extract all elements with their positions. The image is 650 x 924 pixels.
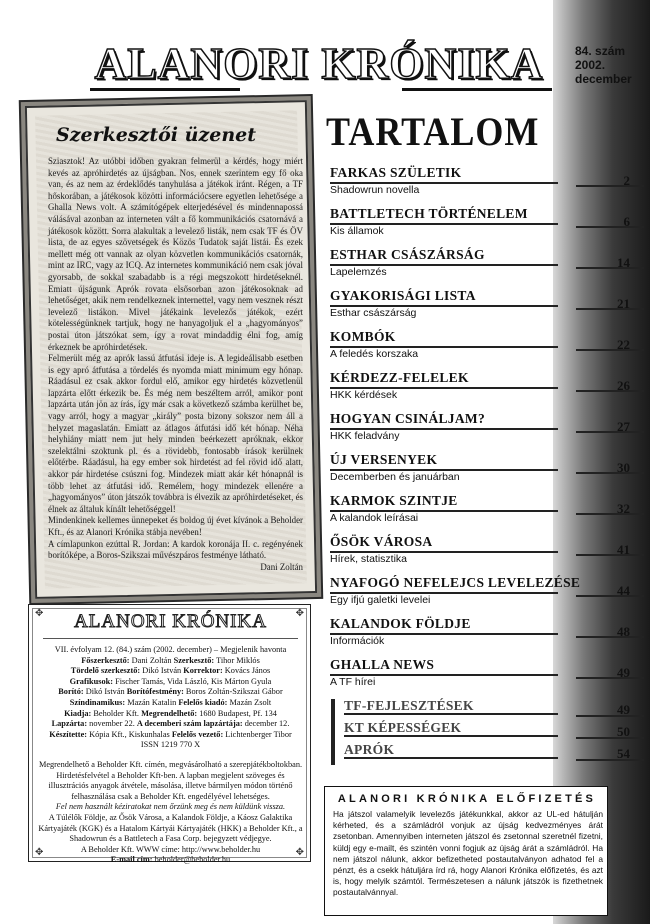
subscription-title: ALANORI KRÓNIKA ELŐFIZETÉS <box>337 793 597 805</box>
toc-heading: KARMOK SZINTJE <box>330 493 458 508</box>
credit-line <box>37 709 304 720</box>
toc-entry[interactable] <box>330 165 640 201</box>
editorial-title: Szerkesztői üzenet <box>56 124 257 146</box>
credit-line <box>37 656 304 667</box>
editorial-paragraph: Sziasztok! Az utóbbi időben gyakran felmerül a kérdés, hogy miért kevés az apróhirdetés az újságban. Nos, ennek szerintem egy fő oka van, és az nem az érdeklődés tanyhulása a játékok iránt. Régen, a TF hőskorában, a játékosok közötti információcsere egyetlen lehetősége a Ghalla News volt. A számítógépek elterjedésével és mindennapossá válásával azonban az interneten vált a fő kommunikációs csatornává a játékosok között. Sorra alakultak a levelező listák, nem csak TF és ÖV lista, de az egyes szövetségek és Közös Tudatok saját listái. És ezek mellett még ott vannak az olyan közvetlen kommunikációs csatornák, mint az IRC, vagy az ICQ. Az internetes kommunikáció nem csak jóval gyorsabb, de sokkal szabadabb is a régi megszokott hirdetéseknél. Emiatt újságunk Aprók rovata elsősorban azon játékosoknak ad lehetőséget, akik nem rendelkeznek internettel, vagy nem vesznek részt levelező listákon. Mivel játékaink levelezős játékok, ezért kötelességünknek tartjuk, hogy ne hanyagoljuk el a „hagyományos” postai úton játszókat sem, így a rovat mindaddig élni fog, amíg érkeznek be apróhirdetések. <box>48 156 303 352</box>
editorial-body <box>48 156 303 573</box>
credit-label: Főszerkesztő: <box>81 655 130 665</box>
toc-rule <box>344 713 558 715</box>
ornament-icon: ✥ <box>35 847 44 858</box>
toc-page-number: 44 <box>617 583 630 598</box>
toc-entry[interactable] <box>330 329 640 365</box>
toc-entry-compact[interactable] <box>330 698 640 720</box>
impressum-divider <box>43 638 298 639</box>
credit-label: A decemberi szám lapzártája: <box>136 719 243 729</box>
editorial-paragraph: Mindenkinek kellemes ünnepeket és boldog új évet kívánok a Beholder Kft., és az Alanori Krónika stábja nevében! <box>48 515 303 537</box>
impressum-para2: Fel nem használt kéziratokat nem őrzünk meg és nem küldünk vissza. <box>55 802 286 812</box>
credit-label: Grafikusok: <box>69 676 114 686</box>
ornament-icon: ✥ <box>295 847 304 858</box>
toc-heading: KALANDOK FÖLDJE <box>330 616 471 631</box>
impressum-volume: VII. évfolyam 12. (84.) szám (2002. december) – Megjelenik havonta <box>54 645 287 654</box>
ornament-icon: ✥ <box>35 608 44 619</box>
issue-month: december <box>575 72 632 86</box>
credit-value: Dani Zoltán <box>129 655 174 665</box>
toc-page-number: 48 <box>617 624 630 639</box>
credit-line <box>37 719 304 730</box>
toc-page-number: 41 <box>617 542 630 557</box>
credit-line <box>37 687 304 698</box>
credit-label: Korrektor: <box>183 666 223 676</box>
impressum-credits <box>37 656 304 741</box>
toc-entry[interactable] <box>330 616 640 652</box>
toc-subtitle: Esthar császárság <box>330 307 417 319</box>
toc-page-number: 27 <box>617 419 630 434</box>
toc-heading: GYAKORISÁGI LISTA <box>330 288 476 303</box>
contents-title: TARTALOM <box>326 109 540 154</box>
masthead-underline-right <box>402 88 552 91</box>
toc-page-number: 49 <box>617 702 630 717</box>
credit-label: Borítófestmény: <box>126 687 184 697</box>
toc-heading: NYAFOGÓ NEFELEJCS LEVELEZÉSE <box>330 575 581 590</box>
masthead <box>84 38 554 100</box>
masthead-title: ALANORI KRÓNIKA <box>94 39 544 88</box>
toc-page-number: 54 <box>617 746 630 761</box>
toc-entry[interactable] <box>330 452 640 488</box>
masthead-underline-left <box>90 88 240 91</box>
impressum-www[interactable]: A Beholder Kft. WWW címe: http://www.beholder.hu <box>80 844 261 854</box>
toc-page-number: 49 <box>617 665 630 680</box>
credit-label: Kiadja: <box>64 708 92 718</box>
credit-value: Lichtenberger Tibor <box>223 729 292 739</box>
issue-info <box>575 44 645 86</box>
credit-value: Mazán Katalin <box>125 697 179 707</box>
compact-section-bar <box>331 699 335 765</box>
toc-heading: ESTHAR CSÁSZÁRSÁG <box>330 247 485 262</box>
editorial-paragraph: A címlapunkon ezúttal R. Jordan: A kardok koronája II. c. regényének borítóképe, a Boros-Szikszai művészpáros festménye látható. <box>48 538 303 561</box>
credit-value: Tihor Miklós <box>214 655 260 665</box>
credit-label: Tördelő szerkesztő: <box>70 666 141 676</box>
toc-page-number: 32 <box>617 501 630 516</box>
email-link[interactable]: beholder@beholder.hu <box>152 855 231 865</box>
toc-entry[interactable] <box>330 411 640 447</box>
toc-entry-compact[interactable] <box>330 720 640 742</box>
toc-heading: KT KÉPESSÉGEK <box>344 720 462 735</box>
toc-entry[interactable] <box>330 206 640 242</box>
toc-subtitle: HKK kérdések <box>330 389 398 401</box>
issue-number: 84. szám <box>575 44 626 58</box>
toc-page-number: 2 <box>623 173 630 188</box>
credit-value: Kópia Kft., Kiskunhalas <box>87 729 172 739</box>
toc-page-number: 14 <box>617 255 630 270</box>
credit-label: Megrendelhető: <box>141 708 198 718</box>
toc-subtitle: A kalandok leírásai <box>330 512 419 524</box>
issue-year: 2002. <box>575 58 606 72</box>
toc-heading: TF-FEJLESZTÉSEK <box>344 698 474 713</box>
credit-label: Borító: <box>58 687 84 697</box>
toc-rule <box>344 757 558 759</box>
credit-line <box>37 666 304 677</box>
email-label: E-mail cím: <box>110 855 153 865</box>
toc-page-number: 22 <box>617 337 630 352</box>
ornament-icon: ✥ <box>295 608 304 619</box>
editorial <box>36 112 306 572</box>
toc-heading: KÉRDEZZ-FELELEK <box>330 370 469 385</box>
toc-subtitle: Shadowrun novella <box>330 184 420 196</box>
toc-subtitle: Hírek, statisztika <box>330 553 408 565</box>
toc-entry[interactable] <box>330 534 640 570</box>
toc-subtitle: Információk <box>330 635 385 647</box>
toc-entry-compact[interactable] <box>330 742 640 764</box>
credit-value: Boros Zoltán-Szikszai Gábor <box>183 687 283 697</box>
toc-heading: APRÓK <box>344 742 395 757</box>
impressum-issn: ISSN 1219 770 X <box>140 740 201 750</box>
toc-entry[interactable] <box>330 247 640 283</box>
credit-label: Készítette: <box>49 729 88 739</box>
credit-value: Dikó István <box>140 666 184 676</box>
impressum-logo: ALANORI KRÓNIKA <box>74 611 267 632</box>
toc-page-number: 26 <box>617 378 630 393</box>
credit-value: november 22. <box>87 719 137 729</box>
toc-entry[interactable] <box>330 288 640 324</box>
toc-subtitle: HKK feladvány <box>330 430 400 442</box>
credit-label: Felelős vezető: <box>171 729 224 739</box>
toc-subtitle: Lapelemzés <box>330 266 387 278</box>
impressum-para3: A Túlélők Földje, az Ősök Városa, a Kalandok Földje, a Káosz Galaktika Kártyajáték (KGK) és a Hatalom Kártyái Kártyajáték (HKK) a Beholder Kft., a Shadowrun és a Battletech a Fasa Corp. bejegyzett védjegye. <box>38 812 303 844</box>
credit-value: Fischer Tamás, Vida László, Kis Márton Gyula <box>113 676 272 686</box>
toc-heading: ŐSÖK VÁROSA <box>330 534 433 549</box>
toc-page-number: 50 <box>617 724 630 739</box>
credit-line <box>37 730 304 741</box>
toc-subtitle: Decemberben és januárban <box>330 471 460 483</box>
editorial-signature: Dani Zoltán <box>260 561 303 572</box>
toc-heading: GHALLA NEWS <box>330 657 435 672</box>
toc-entry[interactable] <box>330 370 640 406</box>
toc-heading: ÚJ VERSENYEK <box>330 452 438 467</box>
credit-label: Szerkesztő: <box>173 655 215 665</box>
toc-heading: HOGYAN CSINÁLJAM? <box>330 411 485 426</box>
toc-entry[interactable] <box>330 657 640 693</box>
toc-subtitle: A feledés korszaka <box>330 348 419 360</box>
toc-heading: KOMBÓK <box>330 329 396 344</box>
impressum-email <box>37 855 304 866</box>
toc-page-number: 6 <box>623 214 630 229</box>
impressum-para1: Megrendelhető a Beholder Kft. címén, megvásárolható a szerepjátékboltokban. Hirdetésfelvétel a Beholder Kft-ben. A lapban megjelent szöveges és illusztrációs anyagok átvétele, másolása, illetve bármilyen módon történő felhasználása csak a Beholder Kft. engedélyével lehetséges. <box>38 759 303 801</box>
impressum-box <box>28 604 311 865</box>
credit-label: Színdinamikus: <box>69 697 126 707</box>
subscription-box <box>324 786 608 916</box>
toc-entry[interactable] <box>330 493 640 529</box>
toc-page-number: 30 <box>617 460 630 475</box>
credit-label: Lapzárta: <box>51 719 88 729</box>
credit-line <box>37 698 304 709</box>
credit-label: Felelős kiadó: <box>178 697 228 707</box>
toc-subtitle: Kis államok <box>330 225 384 237</box>
impressum-body <box>37 645 304 866</box>
toc-subtitle: Egy ifjú galetki levelei <box>330 594 431 606</box>
credit-value: Beholder Kft. <box>91 708 142 718</box>
credit-value: Kovács János <box>222 666 271 676</box>
credit-value: Dikó István <box>83 687 127 697</box>
credit-value: december 12. <box>242 719 290 729</box>
toc-heading: BATTLETECH TÖRTÉNELEM <box>330 206 528 221</box>
toc-rule <box>344 735 558 737</box>
toc-page-number: 21 <box>617 296 630 311</box>
toc-entry[interactable] <box>330 575 640 611</box>
credit-line <box>37 677 304 688</box>
credit-value: Mazán Zsolt <box>227 697 272 707</box>
toc-heading: FARKAS SZÜLETIK <box>330 165 462 180</box>
toc-subtitle: A TF hírei <box>330 676 376 688</box>
editorial-paragraph: Felmerült még az aprók lassú átfutási ideje is. A legideálisabb esetben is egy apró átfutása a tördelés és nyomda miatt minimum egy hónap. Ráadásul ez csak akkor fordul elő, amikor egy hirdetés közvetlenül lapzárta előtt érkezik be. És még nem beszéltem arról, amikor pont lapzárta után jön az írás, így már csak a következő számba kerülhet be, vagy arról, hogy a magyar „király” posta bizony sokszor nem áll a helyzet magaslatán. Emiatt az átlagos átfutási idő két hónap. Néha helyhiány miatt nem jut hely minden beérkezett apróknak, ekkor szelektálni szoktunk pl. és a rövidebb, fontosabb írások kerülnek előtérbe. Ráadásul, ha egy ember sok hirdetést ad fel rövid idő alatt, akkor pár hirdetése csúszni fog. Mindezek miatt akár két hónapnál is több lehet az átfutási idő. Remélem, hogy mindezek ellenére a „hagyományos” úton játszók továbbra is élvezik az apróhirdetéseket, és élnek az általuk kínált lehetőséggel! <box>48 353 303 514</box>
credit-value: 1680 Budapest, Pf. 134 <box>197 708 277 718</box>
subscription-body: Ha játszol valamelyik levelezős játékunkkal, akkor az UL-ed hátulján kérheted, és a számládról vonjuk az újság kedvezményes árát zsetonban. Amennyiben interneten játszol és zsetonnal szeretnél fizetni, küldj egy e-mailt, és szintén vonni fogjuk az újság árát a számládról. Ha nem játszol nálunk, akkor befizetheted postautalványon adhatod fel a pénzt, és a csekk hátuljára írd rá, hogy Alanori Krónika előfizetés, és azt is, hogy melyik számtól. Természetesen a nálunk játszók is fizethetnek postautalvánnyal. <box>333 809 603 898</box>
